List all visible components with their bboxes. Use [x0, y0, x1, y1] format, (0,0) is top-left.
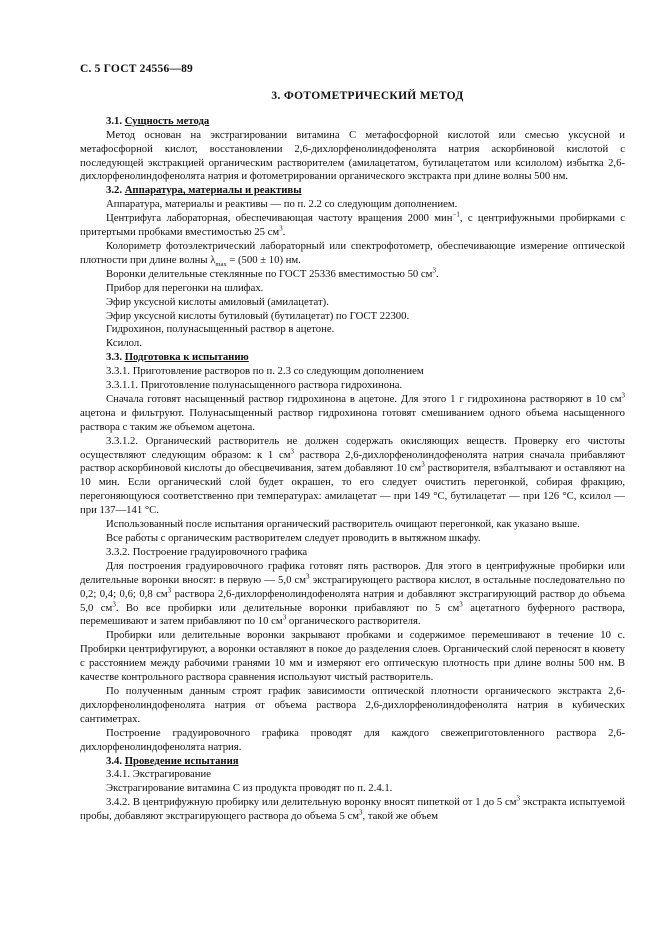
heading-title: Аппаратура, материалы и реактивы — [124, 184, 302, 197]
paragraph: Эфир уксусной кислоты бутиловый (бутилацетат) по ГОСТ 22300. — [106, 309, 410, 322]
heading-3-1 — [80, 115, 625, 129]
paragraph: Ксилол. — [106, 337, 142, 350]
paragraph: Для построения градуировочного графика готовят пять растворов. Для этого в центрифужные пробирки или делительные воронки вносят: в первую — 5,0 $см^3$ экстрагирующего раствора кислот, в остальные последовательно по 0,2; 0,4; 0,6; 0,8 $см^3$ раствора 2,6-дихлорфенолиндофенолята натрия и добавляют экстрагирующий раствор до объема 5,0 $см^3$. Во все пробирки или делительные воронки прибавляют по 5 $см^3$ ацетатного буферного раствора, перемешивают и затем прибавляют по 10 $см^3$ органического растворителя. — [80, 559, 625, 628]
paragraph: Колориметр фотоэлектрический лабораторный или спектрофотометр, обеспечивающие измерение оптической плотности при длине волны $\lambda_{max} = (500 \pm 10)$ нм. — [80, 239, 625, 269]
paragraph: 3.3.1.2. Органический растворитель не должен содержать окисляющих веществ. Проверку его чистоты осуществляют следующим образом: к 1 $см^3$ раствора 2,6-дихлорфенолиндофенолята натрия сначала прибавляют раствор аскорбиновой кислоты до обесцвечивания, затем добавляют 10 $см^3$ растворителя, взбалтывают и оставляют на 10 мин. Если органический слой будет окрашен, то его следует очистить перегонкой, собирая фракцию, перегоняющуюся соответственно при температурах: амилацетат — при 149 °С, бутилацетат — при 126 °С, ксилол — при 137—141 °С. — [80, 434, 625, 517]
heading-title: Сущность метода — [124, 114, 210, 127]
paragraph: Гидрохинон, полунасыщенный раствор в ацетоне. — [106, 323, 335, 336]
paragraph: Метод основан на экстрагировании витамина С метафосфорной кислотой или смесью уксусной и метафосфорной кислот, восстановлении 2,6-дихлорфенолиндофенолята натрия аскорбиновой кислотой с последующей экстракцией органическим растворителем (амилацетатом, бутилацетатом или ксилолом) избытка 2,6-дихлорфенолиндофенолята натрия и фотометрировании органического экстракта при длине волны 500 нм. — [80, 128, 625, 183]
section-title: 3. ФОТОМЕТРИЧЕСКИЙ МЕТОД — [271, 89, 464, 102]
paragraph: 3.3.1.1. Приготовление полунасыщенного раствора гидрохинона. — [106, 379, 403, 392]
heading-3-2 — [80, 184, 625, 198]
paragraph: Построение градуировочного графика проводят для каждого свежеприготовленного раствора 2,6-дихлорфенолиндофенолята натрия. — [80, 726, 625, 753]
heading-number: 3.3. — [106, 351, 123, 364]
heading-3-4 — [80, 755, 625, 769]
paragraph: Аппаратура, материалы и реактивы — по п. 2.2 со следующим дополнением. — [106, 198, 458, 211]
heading-3-3 — [80, 351, 625, 365]
paragraph: Все работы с органическим растворителем следует проводить в вытяжном шкафу. — [106, 532, 481, 544]
paragraph: 3.3.1. Приготовление растворов по п. 2.3 со следующим дополнением — [106, 365, 424, 378]
paragraph: Экстрагирование витамина С из продукта проводят по п. 2.4.1. — [106, 782, 393, 795]
paragraph: Использованный после испытания органический растворитель очищают перегонкой, как указано выше. — [106, 518, 580, 531]
paragraph: Воронки делительные стеклянные по ГОСТ 25336 вместимостью 50 $см^3$. — [106, 266, 439, 280]
paragraph: Пробирки или делительные воронки закрывают пробками и содержимое перемешивают в течение 10 с. Пробирки центрифугируют, а воронки оставляют в покое до разделения слоев. Органический слой переносят в кювету с расстоянием между рабочими гранями 10 мм и измеряют его оптическую плотность при длине волны 500 нм. В качестве контрольного раствора сравнения используют чистый растворитель. — [80, 629, 625, 684]
paragraph: Прибор для перегонки на шлифах. — [106, 281, 264, 294]
heading-number: 3.1. — [106, 114, 123, 127]
paragraph: Сначала готовят насыщенный раствор гидрохинона в ацетоне. Для этого 1 г гидрохинона растворяют в 10 $см^3$ ацетона и фильтруют. Полунасыщенный раствор гидрохинона готовят смешиванием одного объема насыщенного раствора с таким же объемом ацетона. — [80, 391, 625, 433]
heading-number: 3.2. — [106, 184, 123, 197]
heading-title: Проведение испытания — [124, 754, 239, 767]
paragraph: 3.4.1. Экстрагирование — [106, 768, 211, 781]
paragraph: По полученным данным строят график зависимости оптической плотности органического экстракта 2,6-дихлорфенолиндофенолята натрия от объема раствора 2,6-дихлорфенолиндофенолята натрия в кубических сантиметрах. — [80, 684, 625, 725]
page-header: С. 5 ГОСТ 24556—89 — [80, 63, 193, 75]
paragraph: Центрифуга лабораторная, обеспечивающая частоту вращения 2000 мин$^{-1}$, с центрифужными пробирками с притертыми пробками вместимостью 25 $см^3$. — [80, 210, 626, 239]
heading-number: 3.4. — [106, 754, 123, 767]
paragraph: Эфир уксусной кислоты амиловый (амилацетат). — [106, 295, 329, 308]
paragraph: 3.3.2. Построение градуировочного графика — [106, 545, 308, 558]
heading-title: Подготовка к испытанию — [124, 351, 249, 364]
paragraph: 3.4.2. В центрифужную пробирку или делительную воронку вносят пипеткой от 1 до 5 $см^3$ экстракта испытуемой пробы, добавляют экстрагирующего раствора до объема 5 $см^3$, такой же объем — [80, 794, 625, 823]
